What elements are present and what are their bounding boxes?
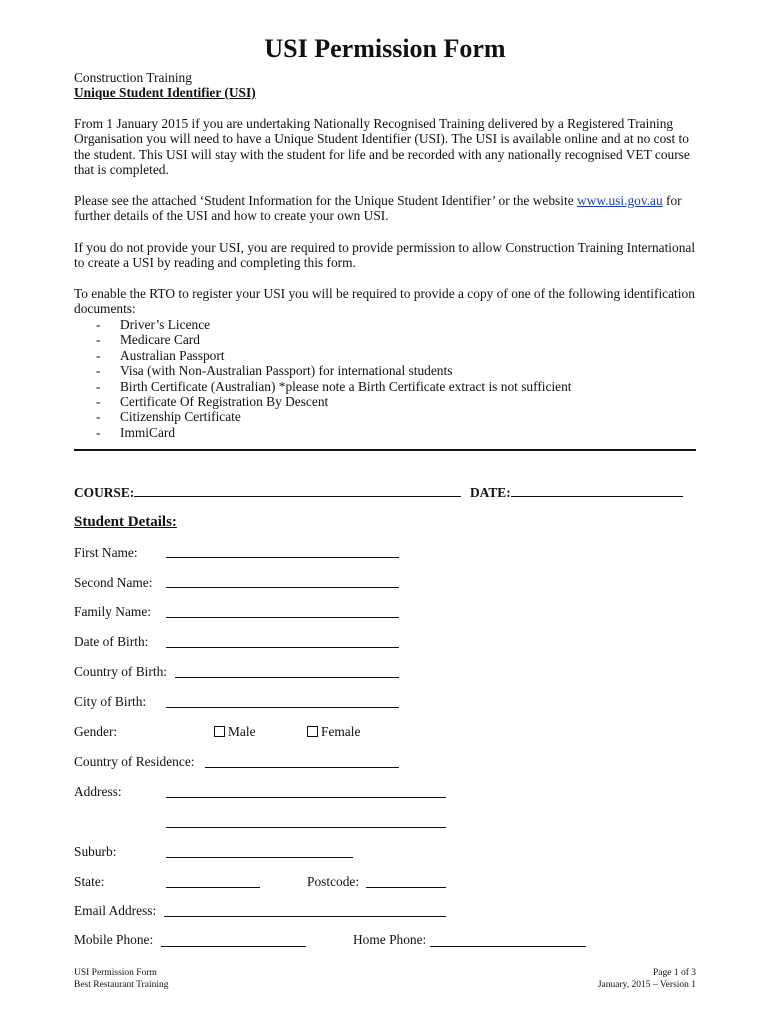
- country-birth-label: Country of Birth:: [74, 664, 167, 679]
- list-item-text: Visa (with Non-Australian Passport) for international students: [120, 363, 453, 379]
- state-field[interactable]: [166, 887, 260, 888]
- home-phone-label: Home Phone:: [353, 932, 427, 947]
- course-field[interactable]: [134, 484, 461, 497]
- home-phone-field[interactable]: [430, 946, 586, 947]
- list-dash: -: [96, 424, 101, 440]
- permission-paragraph: If you do not provide your USI, you are required to provide permission to allow Construction Training International to create a USI by reading and completing this form.: [74, 240, 696, 271]
- gender-female-option[interactable]: [307, 724, 360, 740]
- email-label: Email Address:: [74, 903, 157, 918]
- mobile-label: Mobile Phone:: [74, 932, 154, 947]
- country-residence-field[interactable]: [205, 767, 399, 768]
- list-dash: -: [96, 317, 101, 332]
- city-birth-label: City of Birth:: [74, 694, 147, 709]
- course-label: COURSE:: [74, 485, 135, 500]
- requirements-paragraph: To enable the RTO to register your USI you will be required to provide a copy of one of the following identification documents:: [74, 286, 695, 317]
- student-details-heading: Student Details:: [74, 514, 177, 530]
- postcode-field[interactable]: [366, 887, 446, 888]
- email-field[interactable]: [164, 916, 446, 917]
- info-paragraph: [74, 193, 704, 224]
- list-dash: -: [96, 394, 101, 410]
- list-item-text: Driver’s Licence: [120, 317, 211, 332]
- list-item-text: Citizenship Certificate: [120, 409, 241, 425]
- suburb-label: Suburb:: [74, 844, 117, 859]
- country-birth-field[interactable]: [175, 677, 399, 678]
- course-row: [74, 484, 461, 501]
- footer-version: January, 2015 – Version 1: [597, 980, 696, 990]
- suburb-field[interactable]: [166, 857, 353, 858]
- list-dash: -: [96, 363, 101, 379]
- org-name: Construction Training: [74, 70, 192, 85]
- gender-male-option[interactable]: [214, 724, 256, 740]
- footer-right: [598, 967, 696, 991]
- female-label: Female: [321, 724, 361, 739]
- first-name-label: First Name:: [74, 545, 138, 560]
- address-label: Address:: [74, 784, 122, 799]
- mobile-field[interactable]: [161, 946, 306, 947]
- dob-field[interactable]: [166, 647, 399, 648]
- info-text-before: Please see the attached ‘Student Information for the Unique Student Identifier’ or the website: [74, 193, 577, 208]
- country-residence-label: Country of Residence:: [74, 754, 195, 769]
- list-item: [74, 379, 714, 394]
- first-name-field[interactable]: [166, 557, 399, 558]
- state-label: State:: [74, 874, 105, 889]
- list-dash: -: [96, 409, 101, 425]
- family-name-label: Family Name:: [74, 604, 151, 619]
- postcode-label: Postcode:: [307, 874, 360, 889]
- list-item: [74, 317, 714, 332]
- list-item: [74, 425, 714, 440]
- second-name-field[interactable]: [166, 587, 399, 588]
- footer-left: [74, 967, 168, 991]
- page-title: USI Permission Form: [264, 34, 506, 63]
- date-field[interactable]: [511, 484, 683, 497]
- gender-label: Gender:: [74, 724, 118, 739]
- list-item-text: Australian Passport: [120, 347, 225, 363]
- footer-form-name: USI Permission Form: [74, 968, 157, 978]
- footer-org-name: Best Restaurant Training: [74, 980, 169, 990]
- form-subtitle: Unique Student Identifier (USI): [74, 85, 256, 100]
- list-item-text: Certificate Of Registration By Descent: [120, 394, 329, 410]
- list-item-text: ImmiCard: [120, 424, 176, 440]
- list-dash: -: [96, 332, 101, 348]
- second-name-label: Second Name:: [74, 575, 153, 590]
- list-item-text: Medicare Card: [120, 332, 200, 348]
- usi-website-link[interactable]: www.usi.gov.au: [576, 193, 663, 208]
- info-text-after: for further details of the USI and how to create your own USI.: [74, 193, 682, 224]
- list-item: [74, 394, 714, 409]
- address-field-line2[interactable]: [166, 827, 446, 828]
- family-name-field[interactable]: [166, 617, 399, 618]
- footer-page-number: Page 1 of 3: [652, 968, 696, 978]
- list-item: [74, 409, 714, 424]
- male-label: Male: [228, 724, 256, 739]
- date-row: [470, 484, 683, 501]
- list-item: [74, 348, 714, 363]
- list-dash: -: [96, 347, 101, 363]
- date-label: DATE:: [470, 485, 511, 500]
- list-item-text: Birth Certificate (Australian) *please note a Birth Certificate extract is not sufficient: [120, 378, 572, 394]
- address-field-line1[interactable]: [166, 797, 446, 798]
- dob-label: Date of Birth:: [74, 634, 149, 649]
- list-item: [74, 363, 714, 378]
- checkbox-icon[interactable]: [307, 726, 318, 737]
- id-documents-list: [74, 317, 714, 440]
- list-dash: -: [96, 378, 101, 394]
- city-birth-field[interactable]: [166, 707, 399, 708]
- intro-paragraph: From 1 January 2015 if you are undertaking Nationally Recognised Training delivered by a Registered Training Organisation you will need to have a Unique Student Identifier (USI). The USI is available online and at no cost to the student. This USI will stay with the student for life and be recorded with any nationally recognised VET course that is completed.: [74, 116, 690, 178]
- section-divider: [74, 449, 696, 451]
- list-item: [74, 332, 714, 347]
- checkbox-icon[interactable]: [214, 726, 225, 737]
